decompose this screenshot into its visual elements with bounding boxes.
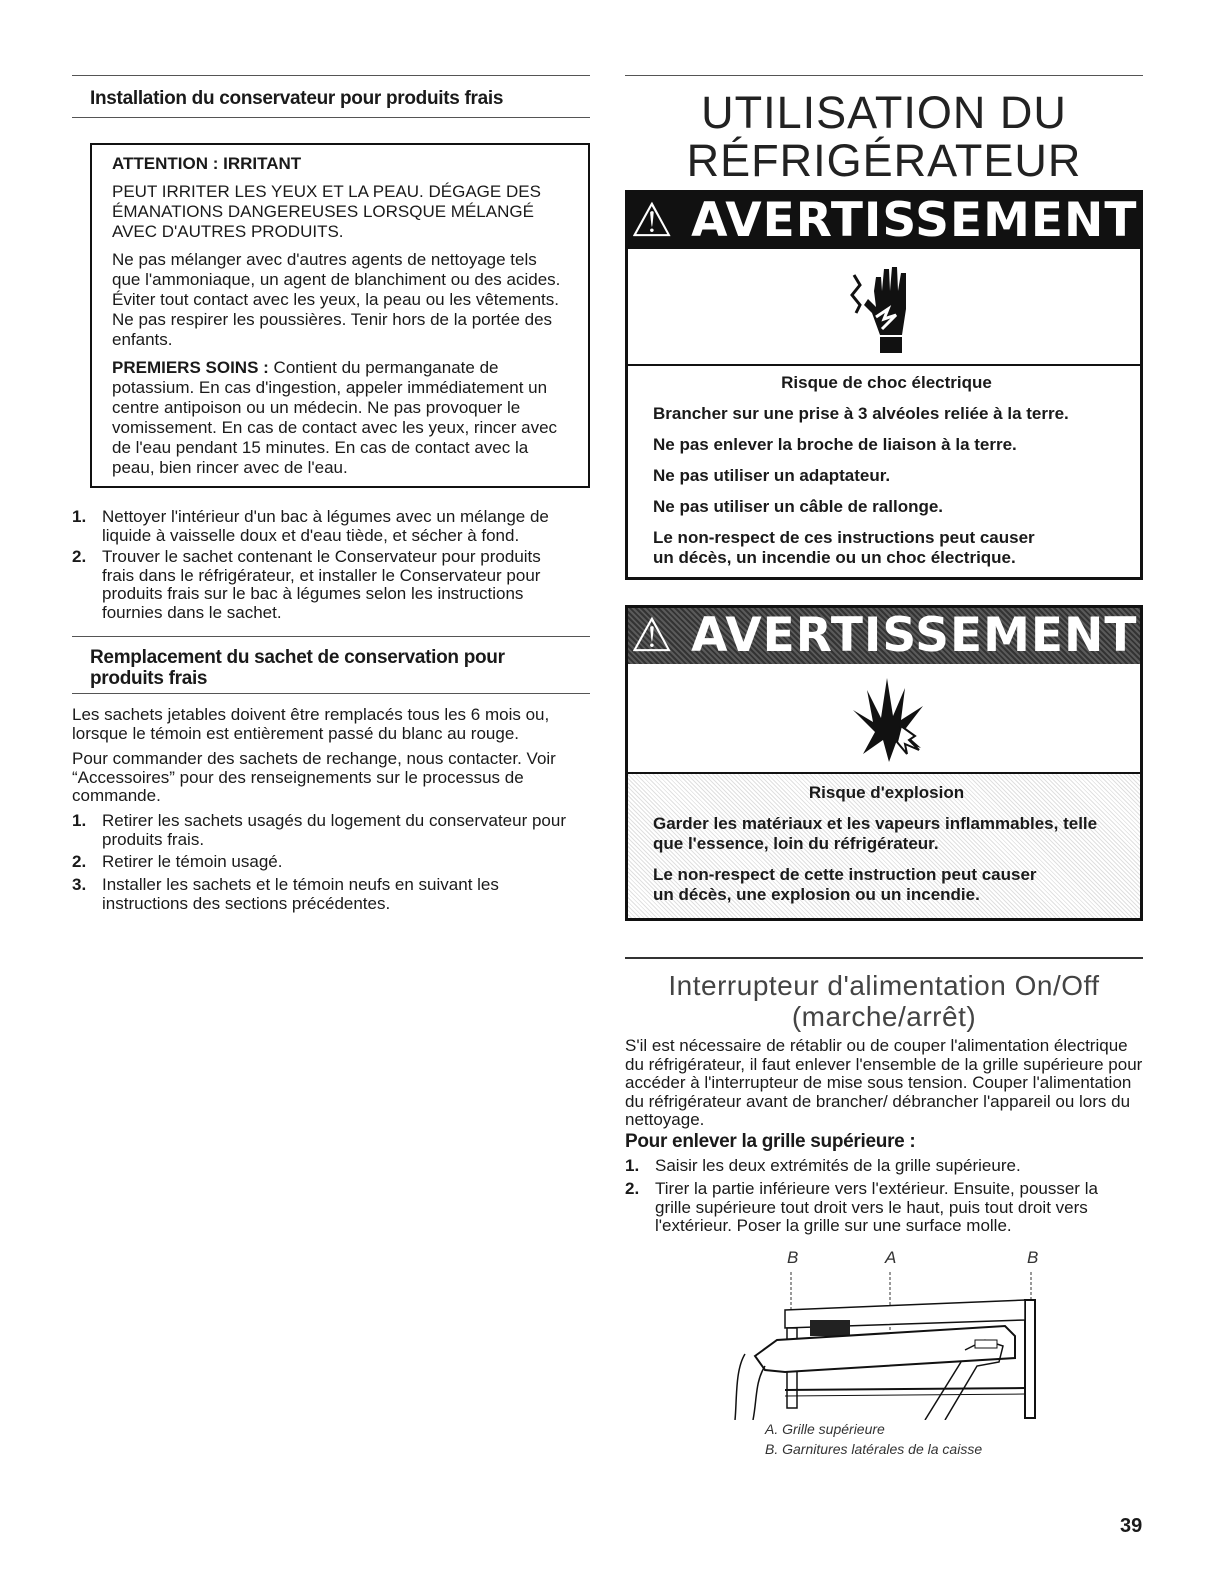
warning-triangle-icon: ⚠ bbox=[630, 608, 674, 663]
warning-line: Ne pas utiliser un câble de rallonge. bbox=[653, 497, 944, 516]
list-item bbox=[72, 508, 590, 548]
step-number: 1. bbox=[625, 1156, 640, 1175]
step-number: 2. bbox=[72, 547, 87, 566]
step-text: Installer les sachets et le témoin neufs en suivant les instructions des sections précédentes. bbox=[102, 875, 499, 913]
explosion-icon bbox=[843, 670, 933, 770]
warning-pictogram bbox=[628, 249, 1140, 366]
first-aid-text: Contient du permanganate de potassium. En cas d'ingestion, appeler immédiatement un centre antipoison ou un médecin. Ne pas provoquer le vomissement. En cas de contact avec les yeux, rincer avec de l'eau pendant 15 minutes. En cas de contact avec la peau, bien rincer avec de l'eau. bbox=[112, 358, 558, 477]
warning-line: Garder les matériaux et les vapeurs inflammables, telle bbox=[653, 814, 1098, 833]
attention-body: Ne pas mélanger avec d'autres agents de nettoyage tels que l'ammoniaque, un agent de blanchiment ou des acides. Éviter tout contact avec les yeux, la peau ou les vêtements. Ne pas respirer les poussières. Tenir hors de la portée des enfants. bbox=[112, 250, 561, 349]
figure-label-b-left: B bbox=[787, 1248, 799, 1267]
step-text: Retirer les sachets usagés du logement du conservateur pour produits frais. bbox=[102, 811, 566, 849]
divider bbox=[72, 636, 590, 637]
attention-title: ATTENTION : IRRITANT bbox=[112, 154, 302, 173]
warning-header bbox=[628, 193, 1140, 249]
attention-warning: PEUT IRRITER LES YEUX ET LA PEAU. DÉGAGE DES ÉMANATIONS DANGEREUSES LORSQUE MÉLANGÉ AVEC D'AUTRES PRODUITS. bbox=[112, 182, 541, 241]
warning-header-label: AVERTISSEMENT bbox=[691, 193, 1138, 248]
first-aid bbox=[112, 358, 568, 478]
step-text: Retirer le témoin usagé. bbox=[102, 852, 283, 871]
replacement-paragraph-1: Les sachets jetables doivent être remplacés tous les 6 mois ou, lorsque le témoin est entièrement passé du blanc au rouge. bbox=[72, 705, 550, 743]
step-text: Saisir les deux extrémités de la grille supérieure. bbox=[655, 1156, 1021, 1175]
divider bbox=[625, 75, 1143, 76]
warning-risk-title: Risque de choc électrique bbox=[781, 373, 992, 392]
electric-shock-hand-icon bbox=[846, 257, 936, 362]
divider bbox=[72, 117, 590, 118]
divider bbox=[625, 957, 1143, 959]
grille-illustration bbox=[725, 1270, 1055, 1420]
electric-shock-warning-box bbox=[625, 190, 1143, 580]
warning-line: Ne pas utiliser un adaptateur. bbox=[653, 466, 891, 485]
step-text: Nettoyer l'intérieur d'un bac à légumes avec un mélange de liquide à vaisselle doux et d'eau tiède, et sécher à fond. bbox=[102, 507, 549, 545]
warning-line: un décès, un incendie ou un choc électrique. bbox=[653, 548, 1016, 567]
attention-irritant-box bbox=[90, 143, 590, 488]
section-installation-title: Installation du conservateur pour produits frais bbox=[90, 88, 504, 109]
divider bbox=[72, 75, 590, 76]
first-aid-label: PREMIERS SOINS : bbox=[112, 358, 269, 377]
replacement-paragraph-2: Pour commander des sachets de rechange, nous contacter. Voir “Accessoires” pour des renseignements sur le processus de commande. bbox=[72, 749, 556, 805]
divider bbox=[72, 693, 590, 694]
step-number: 3. bbox=[72, 875, 87, 894]
warning-line: Le non-respect de ces instructions peut causer bbox=[653, 528, 1035, 547]
main-title-line2: RÉFRIGÉRATEUR bbox=[686, 135, 1082, 186]
figure-caption-b: B. Garnitures latérales de la caisse bbox=[765, 1441, 983, 1457]
warning-text bbox=[653, 373, 1120, 579]
remove-grille-subhead: Pour enlever la grille supérieure : bbox=[625, 1131, 916, 1152]
warning-line: Brancher sur une prise à 3 alvéoles reliée à la terre. bbox=[653, 404, 1069, 423]
list-item bbox=[72, 548, 590, 626]
step-number: 1. bbox=[72, 811, 87, 830]
warning-header-label: AVERTISSEMENT bbox=[691, 608, 1138, 663]
step-text: Tirer la partie inférieure vers l'extérieur. Ensuite, pousser la grille supérieure tout droit vers le haut, puis tout droit vers l'extérieur. Poser la grille sur une surface molle. bbox=[655, 1179, 1098, 1235]
figure-label-b-right: B bbox=[1027, 1248, 1039, 1267]
grille-figure bbox=[725, 1248, 1055, 1420]
warning-line: un décès, une explosion ou un incendie. bbox=[653, 885, 980, 904]
explosion-warning-box bbox=[625, 605, 1143, 921]
figure-caption-a: A. Grille supérieure bbox=[765, 1421, 885, 1437]
step-number: 2. bbox=[625, 1179, 640, 1198]
warning-risk-title: Risque d'explosion bbox=[808, 783, 965, 802]
warning-header bbox=[628, 608, 1140, 664]
warning-line: Ne pas enlever la broche de liaison à la terre. bbox=[653, 435, 1017, 454]
power-switch-title-line2: (marche/arrêt) bbox=[791, 1001, 977, 1032]
warning-pictogram bbox=[628, 664, 1140, 774]
main-title-line1: UTILISATION DU bbox=[701, 87, 1067, 138]
warning-line: Le non-respect de cette instruction peut causer bbox=[653, 865, 1037, 884]
section-replacement-title: Remplacement du sachet de conservation pour produits frais bbox=[90, 647, 505, 689]
power-switch-paragraph: S'il est nécessaire de rétablir ou de couper l'alimentation électrique du réfrigérateur, il faut enlever l'ensemble de la grille supérieure pour accéder à l'interrupteur de mise sous tension. Couper l'alimentation du réfrigérateur avant de brancher/ débrancher l'appareil ou lors du nettoyage. bbox=[625, 1036, 1143, 1129]
page-number: 39 bbox=[1120, 1515, 1143, 1537]
warning-triangle-icon: ⚠ bbox=[630, 193, 674, 248]
figure-label-a: A bbox=[885, 1248, 897, 1267]
power-switch-title-line1: Interrupteur d'alimentation On/Off bbox=[668, 970, 1100, 1001]
step-text: Trouver le sachet contenant le Conservateur pour produits frais dans le réfrigérateur, et installer le Conservateur pour produits frais sur le bac à légumes selon les instructions fournies dans le sachet. bbox=[102, 547, 541, 622]
warning-line: que l'essence, loin du réfrigérateur. bbox=[653, 834, 939, 853]
warning-text bbox=[653, 783, 1120, 916]
step-number: 2. bbox=[72, 852, 87, 871]
step-number: 1. bbox=[72, 507, 87, 526]
